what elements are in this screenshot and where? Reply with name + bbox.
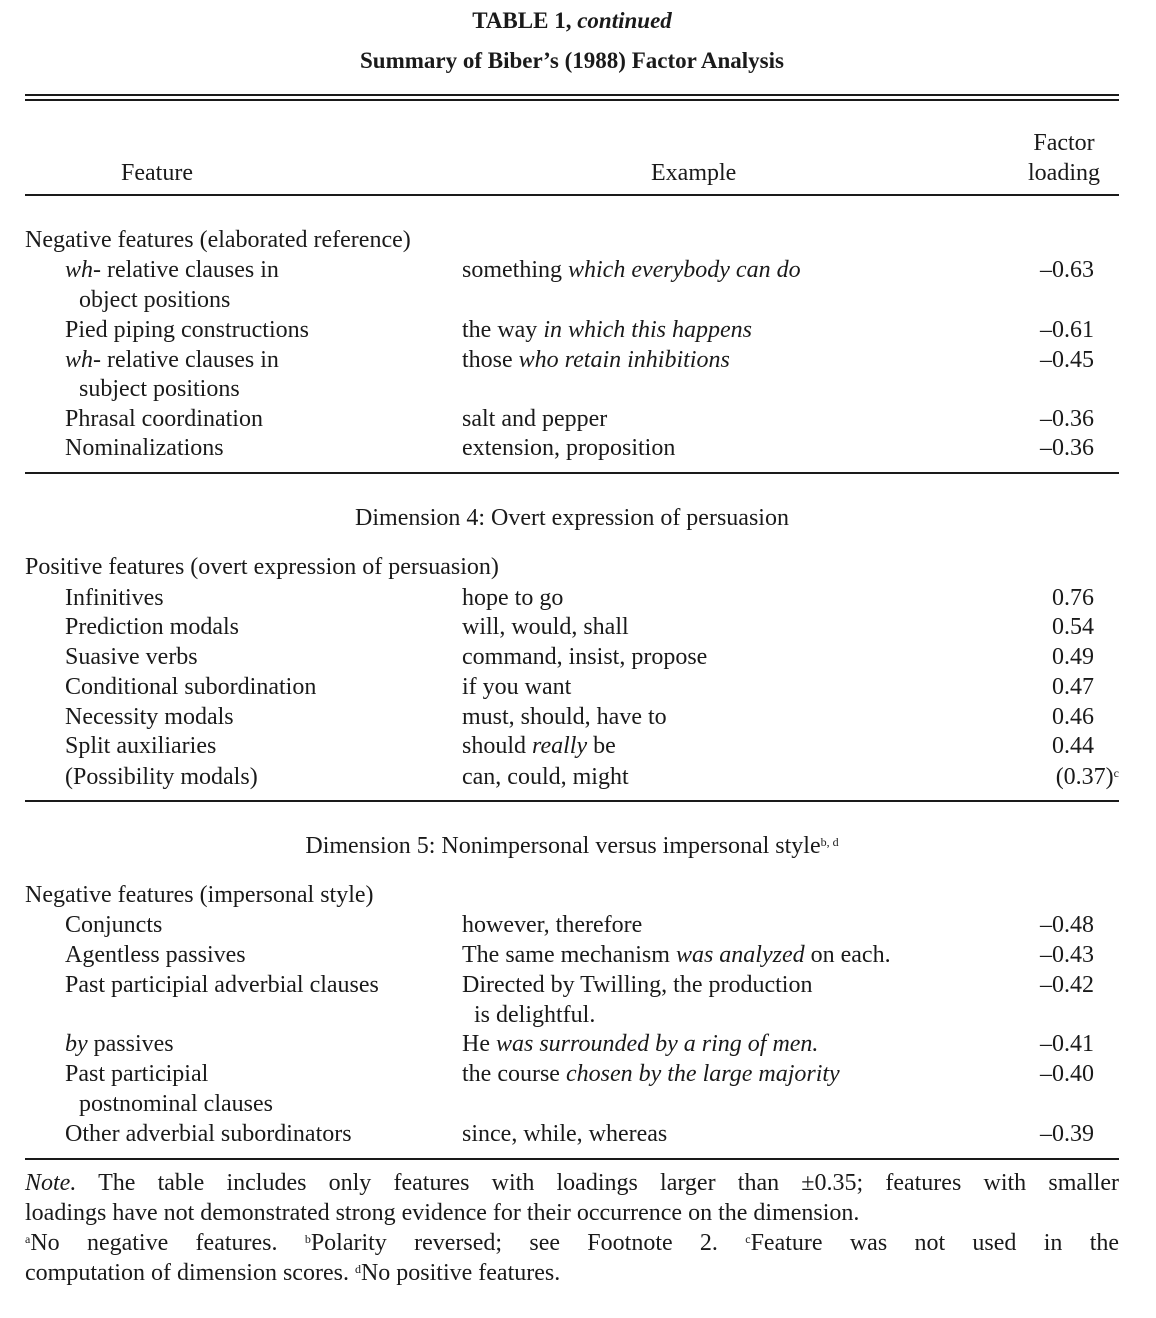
footnote-marker: b, d (820, 835, 839, 849)
table-row (25, 404, 1119, 434)
loading-cell: –0.61 (1040, 317, 1094, 343)
example-cell: however, therefore (462, 912, 643, 938)
loading-cell: 0.47 (1052, 674, 1094, 700)
feature-cell: Split auxiliaries (65, 733, 217, 759)
table-row (25, 940, 1119, 970)
feature-cell: Conjuncts (65, 912, 163, 938)
table-row (25, 762, 1119, 792)
feature-cell: Past participial adverbial clauses (65, 972, 379, 998)
top-double-rule-2 (25, 99, 1119, 101)
table-row-continuation (25, 1089, 1119, 1119)
table-continued: continued (577, 8, 672, 33)
header-loading-line2: loading (1028, 160, 1100, 186)
top-double-rule-1 (25, 94, 1119, 96)
example-cell: something which everybody can do (462, 257, 801, 283)
example-cell: if you want (462, 674, 572, 700)
feature-cell: Past participial (65, 1061, 209, 1087)
example-cell-cont: is delightful. (474, 1002, 596, 1028)
table-row (25, 433, 1119, 463)
example-cell: salt and pepper (462, 406, 608, 432)
note-line-3: $^a$No negative features. $^b$Polarity reversed; see Footnote 2. $^c$Feature was not used in the (25, 1230, 1120, 1256)
table-number: TABLE 1, (472, 8, 572, 33)
example-cell: will, would, shall (462, 614, 629, 640)
example-cell: can, could, might (462, 764, 629, 790)
feature-cell: Nominalizations (65, 435, 224, 461)
feature-cell: Other adverbial subordinators (65, 1121, 352, 1147)
table-row (25, 1029, 1119, 1059)
feature-cell: wh- relative clauses in (65, 347, 279, 373)
example-cell: must, should, have to (462, 704, 667, 730)
group-label: Positive features (overt expression of persuasion) (25, 554, 499, 580)
dimension-5-title: Dimension 5: Nonimpersonal versus impersonal style$^{b, d}$ (305, 833, 839, 859)
group-label: Negative features (elaborated reference) (25, 227, 411, 253)
loading-cell: 0.46 (1052, 704, 1094, 730)
feature-cell: Necessity modals (65, 704, 234, 730)
loading-cell: 0.76 (1052, 585, 1094, 611)
footnote-marker: c (1113, 766, 1119, 780)
loading-cell: –0.40 (1040, 1061, 1094, 1087)
table-subtitle: Summary of Biber’s (1988) Factor Analysis (360, 48, 784, 73)
example-cell: command, insist, propose (462, 644, 708, 670)
table-row (25, 672, 1119, 702)
table-row (25, 702, 1119, 732)
note-label: Note. (25, 1170, 77, 1196)
table-row (25, 731, 1119, 761)
example-cell: hope to go (462, 585, 564, 611)
loading-cell: 0.44 (1052, 733, 1094, 759)
table-row (25, 583, 1119, 613)
loading-cell: –0.41 (1040, 1031, 1094, 1057)
table-row (25, 1119, 1119, 1149)
loading-cell: –0.45 (1040, 347, 1094, 373)
note-line-4: computation of dimension scores. $^d$No positive features. (25, 1260, 561, 1286)
dimension-4-title: Dimension 4: Overt expression of persuasion (355, 505, 789, 531)
example-cell: The same mechanism was analyzed on each. (462, 942, 891, 968)
note-line-2: loadings have not demonstrated strong evidence for their occurrence on the dimension. (25, 1200, 860, 1226)
example-cell: Directed by Twilling, the production (462, 972, 813, 998)
feature-cell-cont: subject positions (79, 376, 240, 402)
table-row (25, 910, 1119, 940)
table-row-continuation (25, 285, 1119, 315)
example-cell: those who retain inhibitions (462, 347, 730, 373)
example-cell: He was surrounded by a ring of men. (462, 1031, 819, 1057)
header-loading-line1: Factor (1033, 130, 1095, 156)
table-row (25, 345, 1119, 375)
example-cell: since, while, whereas (462, 1121, 668, 1147)
feature-cell: by passives (65, 1031, 174, 1057)
example-cell: should really be (462, 733, 616, 759)
table-row (25, 315, 1119, 345)
feature-cell-cont: object positions (79, 287, 231, 313)
loading-cell: –0.42 (1040, 972, 1094, 998)
group-label: Negative features (impersonal style) (25, 882, 374, 908)
loading-cell: 0.49 (1052, 644, 1094, 670)
table-row (25, 1059, 1119, 1089)
loading-cell: 0.54 (1052, 614, 1094, 640)
example-cell: the course chosen by the large majority (462, 1061, 840, 1087)
example-cell: the way in which this happens (462, 317, 752, 343)
loading-cell: –0.63 (1040, 257, 1094, 283)
note-line-1: Note. The table includes only features with loadings larger than ±0.35; features with smaller (25, 1170, 1119, 1196)
feature-cell: Agentless passives (65, 942, 246, 968)
section-rule (25, 800, 1119, 802)
feature-cell: wh- relative clauses in (65, 257, 279, 283)
header-feature: Feature (121, 160, 193, 186)
group-label-row (25, 225, 1119, 255)
loading-cell: –0.36 (1040, 406, 1094, 432)
group-label-row (25, 552, 1119, 582)
loading-cell: –0.48 (1040, 912, 1094, 938)
table-row (25, 970, 1119, 1000)
table-row (25, 612, 1119, 642)
table-row-continuation (25, 374, 1119, 404)
loading-cell: –0.36 (1040, 435, 1094, 461)
table-note (25, 1168, 1119, 1288)
table-row (25, 642, 1119, 672)
example-cell: extension, proposition (462, 435, 676, 461)
group-label-row (25, 880, 1119, 910)
feature-cell-cont: postnominal clauses (79, 1091, 273, 1117)
loading-cell: –0.43 (1040, 942, 1094, 968)
feature-cell: Conditional subordination (65, 674, 317, 700)
feature-cell: Phrasal coordination (65, 406, 263, 432)
header-factor-loading (1009, 128, 1119, 188)
table-title (25, 8, 1119, 34)
table-row-continuation (25, 1000, 1119, 1030)
feature-cell: Infinitives (65, 585, 164, 611)
header-example: Example (651, 160, 737, 186)
section-rule (25, 472, 1119, 474)
feature-cell: Pied piping constructions (65, 317, 309, 343)
header-rule (25, 194, 1119, 196)
feature-cell: (Possibility modals) (65, 764, 258, 790)
table-row (25, 255, 1119, 285)
bottom-rule (25, 1158, 1119, 1160)
feature-cell: Suasive verbs (65, 644, 198, 670)
loading-cell: –0.39 (1040, 1121, 1094, 1147)
feature-cell: Prediction modals (65, 614, 239, 640)
loading-cell: $(0.37)^c$ (1055, 764, 1119, 790)
